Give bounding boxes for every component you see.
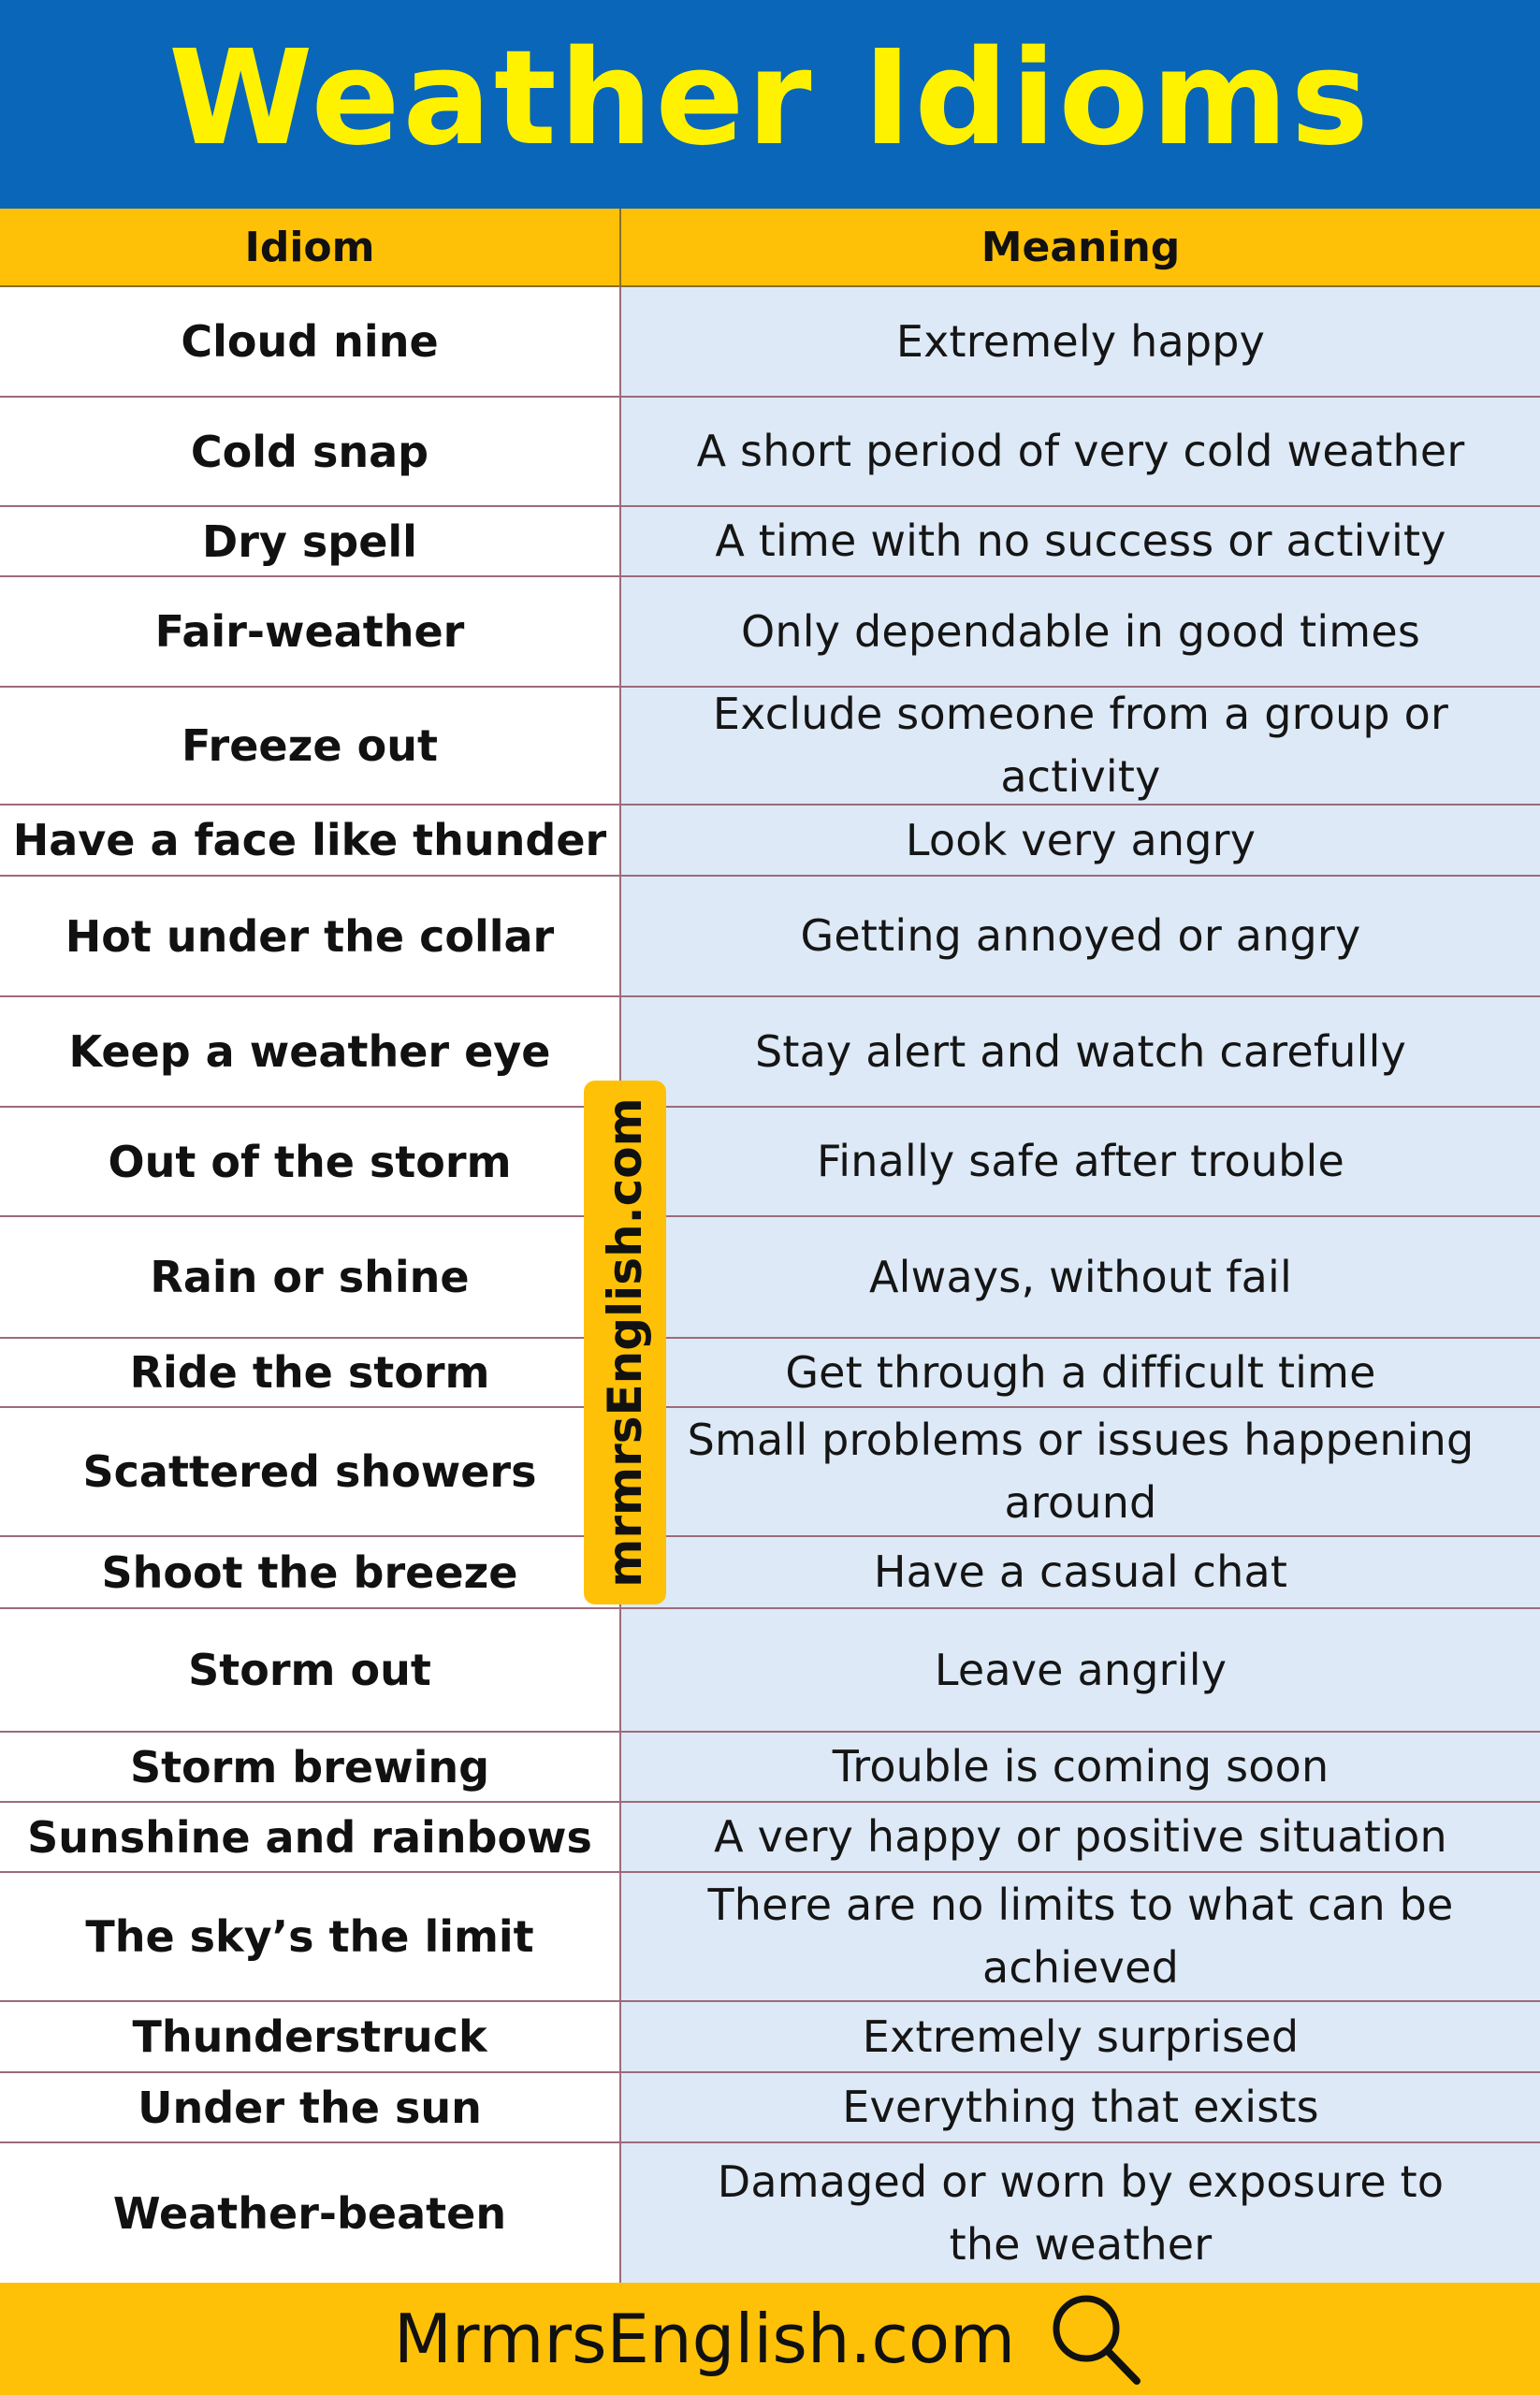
table-row [0,1803,1540,1873]
idiom-cell: Dry spell [0,507,621,575]
table-row [0,287,1540,398]
table-row [0,997,1540,1108]
table-row [0,1733,1540,1803]
meaning-cell: A short period of very cold weather [621,398,1540,505]
meaning-cell: Only dependable in good times [621,577,1540,686]
footer-site-text: MrmrsEnglish.com [393,2300,1016,2378]
idiom-cell: Have a face like thunder [0,806,621,875]
idiom-cell: Under the sun [0,2073,621,2141]
meaning-cell: A time with no success or activity [621,507,1540,575]
idioms-table [0,287,1540,2283]
table-row [0,1537,1540,1609]
table-row [0,507,1540,577]
idiom-cell: Hot under the collar [0,877,621,995]
meaning-cell: Get through a difficult time [621,1339,1540,1406]
meaning-cell: Getting annoyed or angry [621,877,1540,995]
meaning-cell: Always, without fail [621,1217,1540,1337]
footer-banner [0,2283,1540,2395]
idiom-cell: Sunshine and rainbows [0,1803,621,1871]
meaning-cell: There are no limits to what can be achieved [621,1873,1540,2000]
meaning-cell: Everything that exists [621,2073,1540,2141]
meaning-cell: Extremely happy [621,287,1540,396]
watermark-badge [584,1081,666,1604]
idiom-cell: Shoot the breeze [0,1537,621,1607]
table-row [0,877,1540,997]
column-header-idiom: Idiom [0,209,621,285]
idiom-cell: Storm brewing [0,1733,621,1801]
idiom-cell: Ride the storm [0,1339,621,1406]
meaning-cell: Damaged or worn by exposure to the weather [621,2143,1540,2283]
meaning-cell: A very happy or positive situation [621,1803,1540,1871]
table-row [0,2002,1540,2073]
column-header-meaning: Meaning [981,223,1181,271]
table-row [0,1609,1540,1733]
table-row [0,577,1540,688]
meaning-cell: Finally safe after trouble [621,1108,1540,1215]
table-row [0,1108,1540,1217]
idiom-cell: Storm out [0,1609,621,1731]
table-row [0,1217,1540,1339]
watermark-text: mrmrsEnglish.com [598,1097,653,1588]
idiom-cell: Keep a weather eye [0,997,621,1106]
idiom-cell: Scattered showers [0,1408,621,1535]
table-header [0,209,1540,287]
meaning-cell: Exclude someone from a group or activity [621,688,1540,804]
meaning-cell: Leave angrily [621,1609,1540,1731]
meaning-cell: Have a casual chat [621,1537,1540,1607]
table-row [0,1339,1540,1408]
title-banner [0,0,1540,209]
meaning-cell: Look very angry [621,806,1540,875]
idiom-cell: Thunderstruck [0,2002,621,2071]
meaning-cell: Small problems or issues happening around [621,1408,1540,1535]
page-title: Weather Idioms [168,22,1372,175]
table-row [0,398,1540,507]
table-row [0,1408,1540,1537]
table-row [0,688,1540,806]
idiom-cell: Fair-weather [0,577,621,686]
idiom-cell: Freeze out [0,688,621,804]
table-row [0,2143,1540,2283]
search-icon [1043,2287,1146,2390]
idiom-cell: Out of the storm [0,1108,621,1215]
idiom-cell: Cold snap [0,398,621,505]
meaning-cell: Stay alert and watch carefully [621,997,1540,1106]
meaning-cell: Trouble is coming soon [621,1733,1540,1801]
idiom-cell: The sky’s the limit [0,1873,621,2000]
meaning-cell: Extremely surprised [621,2002,1540,2071]
idiom-cell: Cloud nine [0,287,621,396]
table-row [0,2073,1540,2143]
table-row [0,1873,1540,2002]
idiom-cell: Weather-beaten [0,2143,621,2283]
idiom-cell: Rain or shine [0,1217,621,1337]
table-row [0,806,1540,877]
